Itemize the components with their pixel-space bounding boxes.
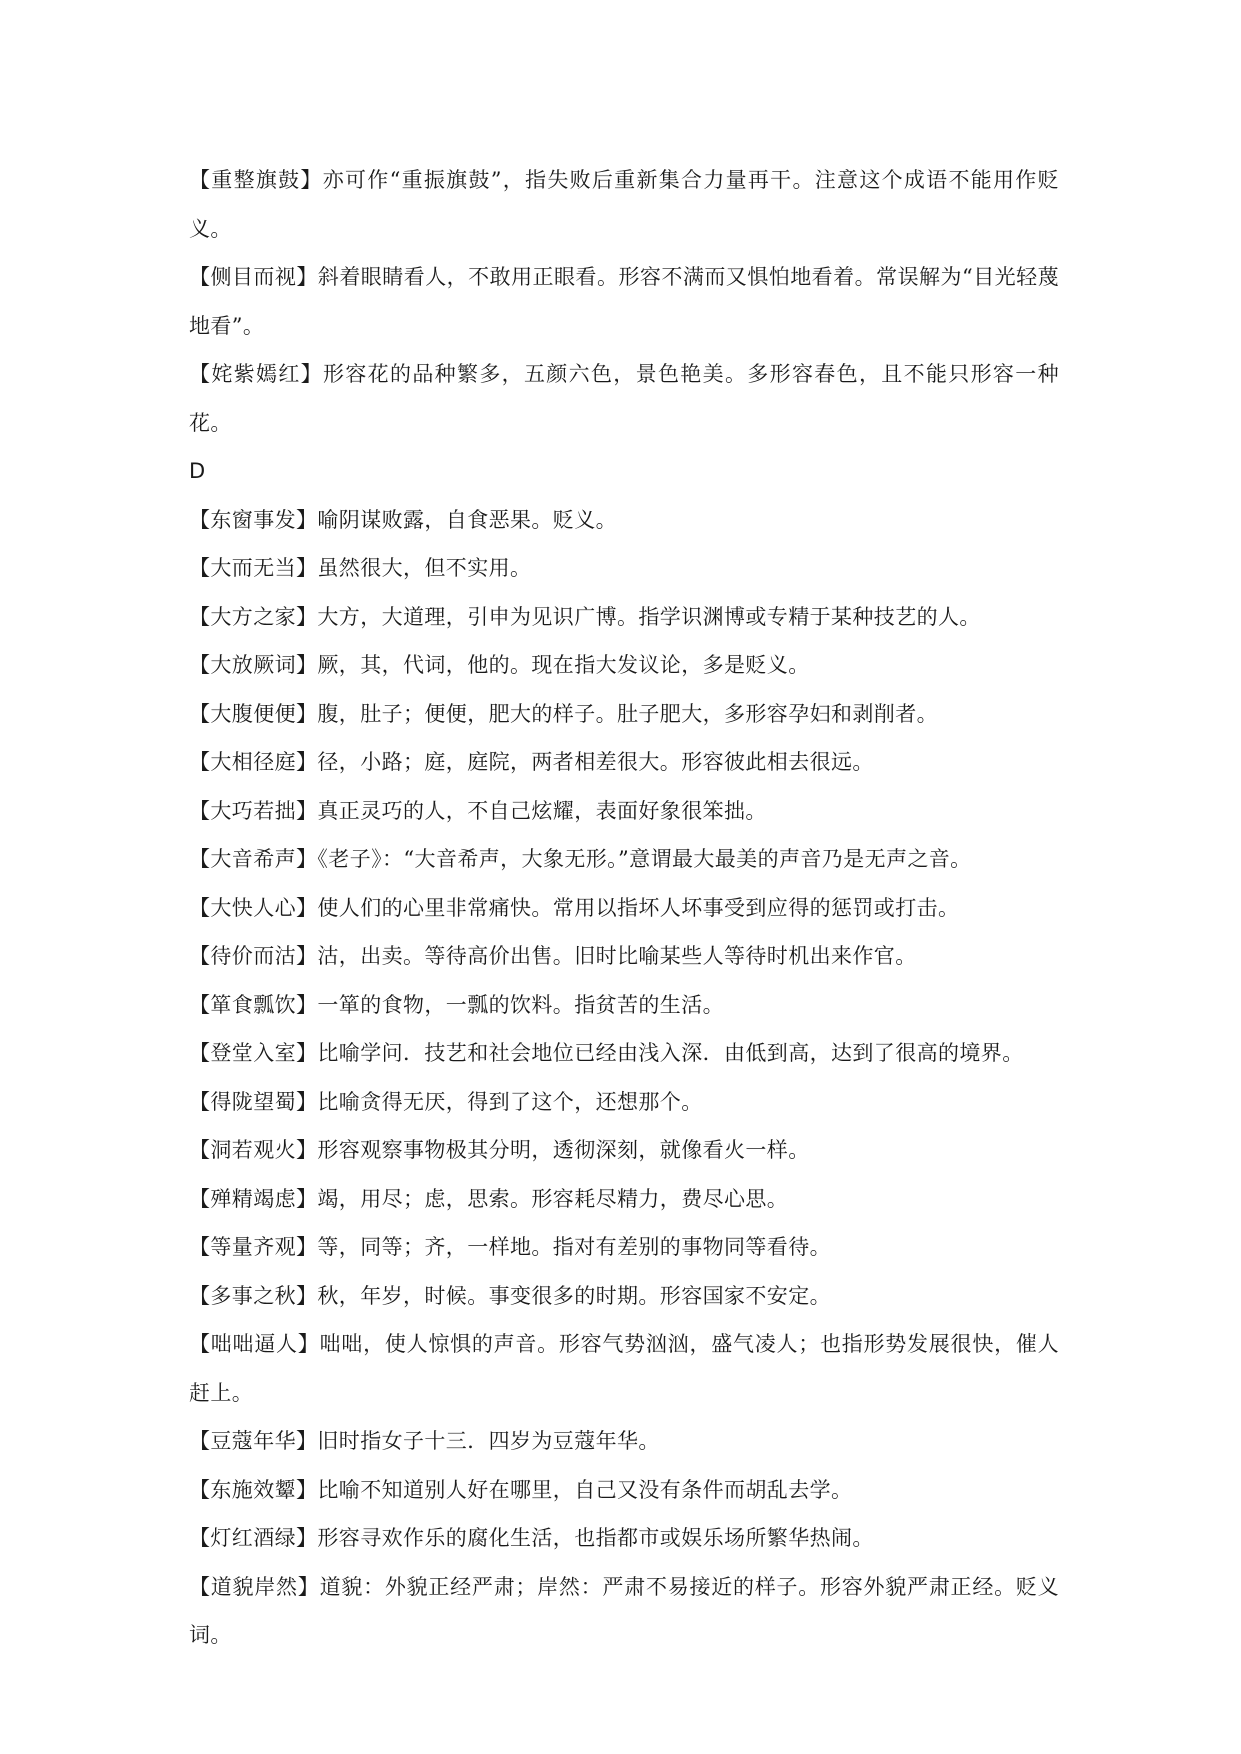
- entry-term: 【大音希声】: [189, 847, 318, 871]
- entry-definition: 径，小路；庭，庭院，两者相差很大。形容彼此相去很远。: [317, 750, 874, 774]
- entry-dengliang-qiguan: [189, 1223, 1059, 1272]
- entry-term: 【侧目而视】: [189, 265, 318, 289]
- entry-term: 【大放厥词】: [189, 653, 318, 677]
- entry-definition: 比喻不知道别人好在哪里，自己又没有条件而胡乱去学。: [317, 1477, 853, 1502]
- entry-term: 【灯红酒绿】: [189, 1526, 318, 1550]
- entry-denghong-jiulv: [189, 1514, 1059, 1563]
- entry-duoduo-biren: [189, 1320, 1059, 1417]
- entry-duoshi-zhiqiu: [189, 1272, 1059, 1321]
- entry-definition: 厥，其，代词，他的。现在指大发议论，多是贬义。: [317, 653, 810, 677]
- entry-definition: 使人们的心里非常痛快。常用以指坏人坏事受到应得的惩罚或打击。: [317, 895, 960, 920]
- entry-dafang-jueci: [189, 641, 1059, 690]
- entry-term: 【东施效颦】: [189, 1477, 318, 1502]
- entry-definition: 旧时指女子十三．四岁为豆蔻年华。: [317, 1429, 660, 1453]
- entry-dongshi-xiaopin: [189, 1466, 1059, 1515]
- entry-dafu-pianpian: [189, 690, 1059, 739]
- entry-term: 【咄咄逼人】: [189, 1332, 320, 1356]
- entry-term: 【大而无当】: [189, 556, 318, 580]
- entry-daxiang-jingting: [189, 738, 1059, 787]
- entry-term: 【洞若观火】: [189, 1138, 318, 1162]
- entry-definition: 真正灵巧的人，不自己炫耀，表面好象很笨拙。: [317, 798, 767, 823]
- entry-definition: 大方，大道理，引申为见识广博。指学识渊博或专精于某种技艺的人。: [317, 604, 981, 629]
- entry-danshi-piaoyin: [189, 981, 1059, 1030]
- entry-term: 【姹紫嫣红】: [189, 362, 323, 386]
- entry-term: 【多事之秋】: [189, 1283, 318, 1308]
- entry-definition: 咄咄，使人惊惧的声音。形容气势汹汹，盛气凌人；也指形势发展很快，催人赶上。: [189, 1332, 1059, 1405]
- entry-definition: 腹，肚子；便便，肥大的样子。肚子肥大，多形容孕妇和剥削者。: [317, 701, 939, 726]
- entry-daqiao-ruozhuo: [189, 787, 1059, 836]
- entry-dayin-xisheng: [189, 835, 1059, 884]
- entry-term: 【大腹便便】: [189, 701, 318, 726]
- entry-term: 【东窗事发】: [189, 507, 318, 532]
- entry-doukou-nianhua: [189, 1417, 1059, 1466]
- entry-term: 【道貌岸然】: [189, 1574, 320, 1599]
- entry-chazi-yanhong: [189, 350, 1059, 447]
- entry-definition: 竭，用尽；虑，思索。形容耗尽精力，费尽心思。: [317, 1186, 789, 1211]
- entry-term: 【殚精竭虑】: [189, 1186, 318, 1211]
- entry-delong-wangshu: [189, 1078, 1059, 1127]
- entry-definition: 斜着眼睛看人，不敢用正眼看。形容不满而又惧怕地看着。常误解为“目光轻蔑地看”。: [189, 265, 1060, 338]
- entry-dakuai-renxin: [189, 884, 1059, 933]
- entry-term: 【得陇望蜀】: [189, 1089, 318, 1114]
- entry-danjing-jielv: [189, 1175, 1059, 1224]
- entry-chongzheng-qigu: [189, 156, 1059, 253]
- entry-term: 【等量齐观】: [189, 1235, 318, 1259]
- entry-definition: 秋，年岁，时候。事变很多的时期。形容国家不安定。: [317, 1283, 832, 1308]
- entry-daomao-anran: [189, 1563, 1059, 1660]
- entry-definition: 《老子》：“大音希声，大象无形。”意谓最大最美的声音乃是无声之音。: [317, 847, 972, 871]
- entry-term: 【大巧若拙】: [189, 798, 318, 823]
- entry-term: 【重整旗鼓】: [189, 168, 323, 192]
- entry-definition: 形容寻欢作乐的腐化生活，也指都市或娱乐场所繁华热闹。: [317, 1526, 874, 1550]
- entry-definition: 形容观察事物极其分明，透彻深刻，就像看火一样。: [317, 1138, 810, 1162]
- entry-definition: 等，同等；齐，一样地。指对有差别的事物同等看待。: [317, 1235, 832, 1259]
- entry-dongruo-guanhuo: [189, 1126, 1059, 1175]
- entry-term: 【大方之家】: [189, 604, 318, 629]
- entry-daer-wudang: [189, 544, 1059, 593]
- entry-definition: 亦可作“重振旗鼓”，指失败后重新集合力量再干。注意这个成语不能用作贬义。: [189, 168, 1059, 241]
- document-page: [189, 156, 1059, 1660]
- entry-term: 【大相径庭】: [189, 750, 318, 774]
- entry-cemu-ershi: [189, 253, 1059, 350]
- entry-definition: 喻阴谋败露，自食恶果。贬义。: [317, 507, 618, 532]
- entry-term: 【待价而沽】: [189, 944, 318, 968]
- entry-dongchuang-shifa: [189, 496, 1059, 545]
- entry-term: 【登堂入室】: [189, 1041, 318, 1065]
- entry-definition: 虽然很大，但不实用。: [317, 556, 532, 580]
- entry-definition: 一箪的食物，一瓢的饮料。指贫苦的生活。: [317, 992, 725, 1017]
- entry-dengtang-rushi: [189, 1029, 1059, 1078]
- entry-daijia-ergu: [189, 932, 1059, 981]
- entry-definition: 道貌：外貌正经严肃；岸然：严肃不易接近的样子。形容外貌严肃正经。贬义词。: [189, 1574, 1059, 1647]
- section-letter: D: [189, 459, 206, 483]
- entry-term: 【箪食瓢饮】: [189, 992, 318, 1017]
- entry-definition: 形容花的品种繁多，五颜六色，景色艳美。多形容春色，且不能只形容一种花。: [189, 362, 1059, 435]
- entry-term: 【大快人心】: [189, 895, 318, 920]
- entry-dafang-zhijia: [189, 593, 1059, 642]
- entry-definition: 比喻贪得无厌，得到了这个，还想那个。: [317, 1089, 703, 1114]
- entry-definition: 沽，出卖。等待高价出售。旧时比喻某些人等待时机出来作官。: [317, 944, 917, 968]
- entry-definition: 比喻学问．技艺和社会地位已经由浅入深．由低到高，达到了很高的境界。: [317, 1041, 1024, 1065]
- entry-term: 【豆蔻年华】: [189, 1429, 318, 1453]
